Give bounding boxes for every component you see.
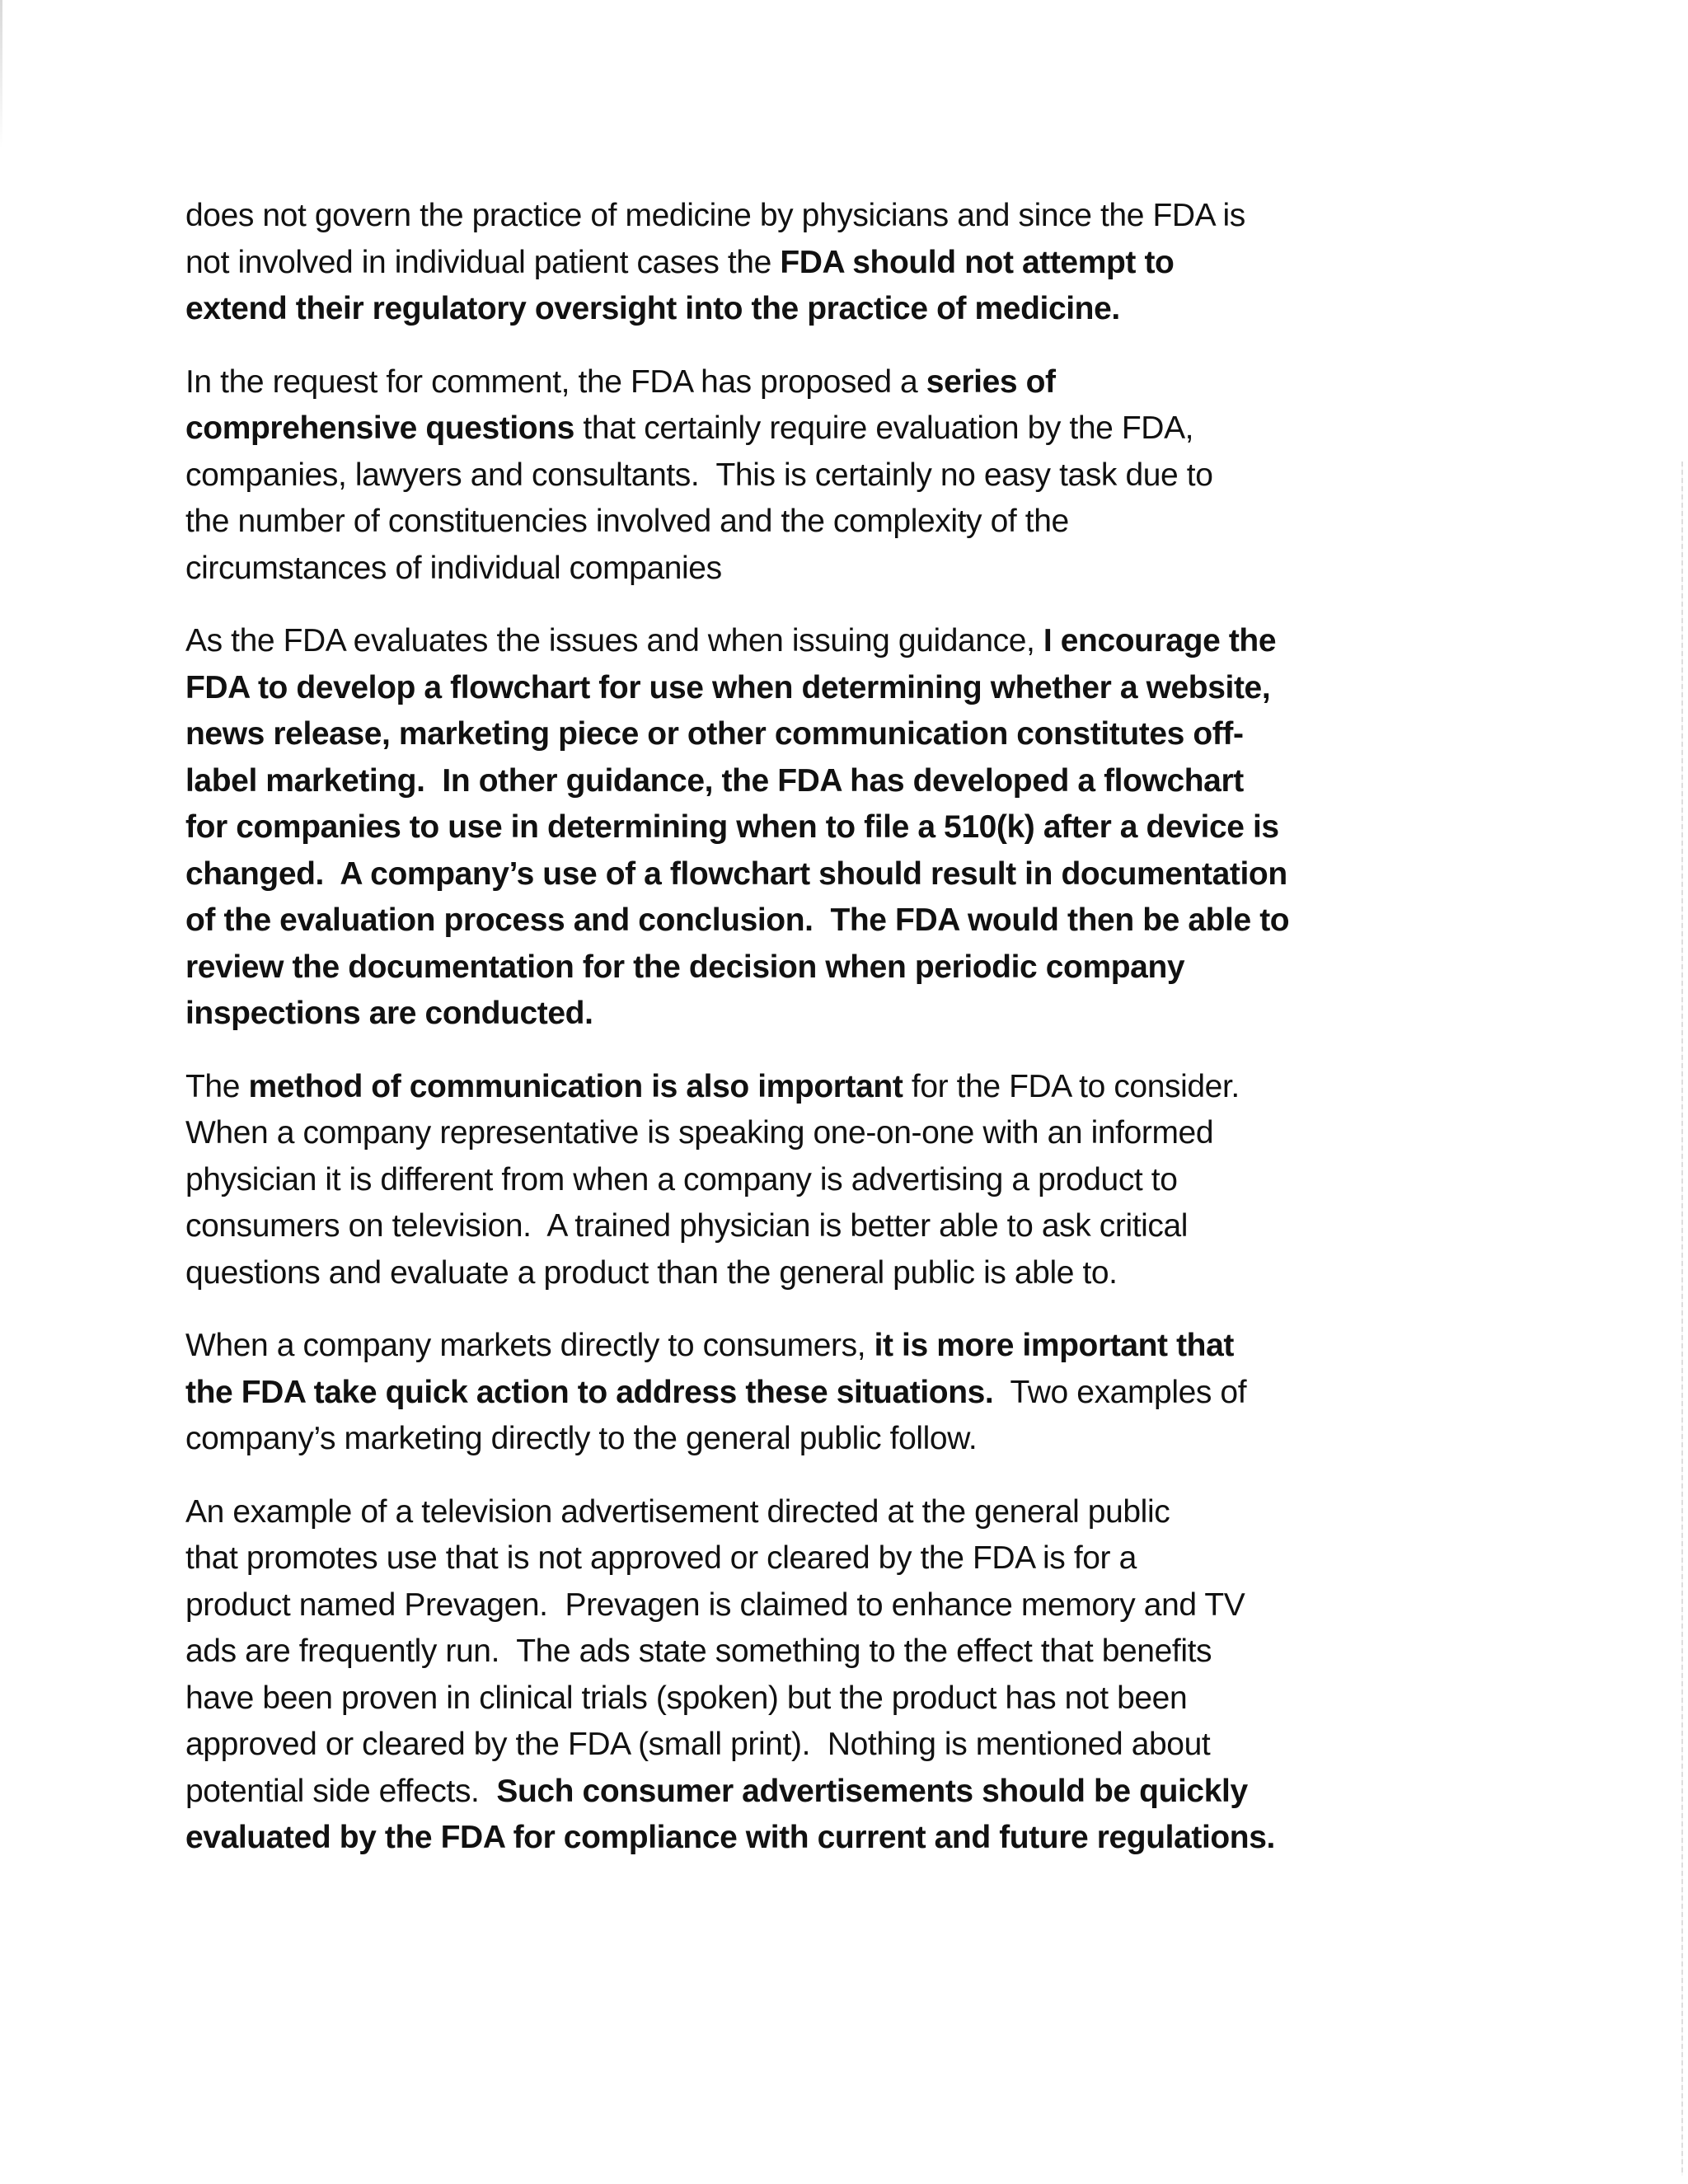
bold-text-run: evaluated by the FDA for compliance with current and future regulations. [185, 1820, 1275, 1855]
bold-text-run: extend their regulatory oversight into the practice of medicine. [185, 291, 1120, 326]
text-line [185, 1722, 1397, 1769]
text-run: approved or cleared by the FDA (small print). Nothing is mentioned about [185, 1727, 1211, 1762]
bold-text-run: I encourage the [1043, 623, 1277, 658]
text-line [185, 1416, 1397, 1463]
text-line [185, 1064, 1397, 1111]
text-line [185, 804, 1397, 851]
text-line [185, 1582, 1397, 1629]
paragraph [185, 1323, 1397, 1463]
text-line [185, 1250, 1397, 1297]
text-line [185, 1535, 1397, 1582]
text-line [185, 240, 1397, 287]
bold-text-run: comprehensive questions [185, 410, 574, 446]
text-run: have been proven in clinical trials (spoken) but the product has not been [185, 1680, 1188, 1716]
text-line [185, 1157, 1397, 1204]
text-run: that certainly require evaluation by the FDA, [574, 410, 1194, 446]
bold-text-run: FDA should not attempt to [780, 244, 1175, 280]
text-run: for the FDA to consider. [903, 1068, 1240, 1104]
text-run: When a company markets directly to consumers, [185, 1328, 874, 1363]
paragraph [185, 618, 1397, 1038]
text-line [185, 286, 1397, 333]
text-line [185, 546, 1397, 593]
text-run: circumstances of individual companies [185, 550, 722, 586]
text-run: does not govern the practice of medicine by physicians and since the FDA is [185, 198, 1245, 233]
bold-text-run: FDA to develop a flowchart for use when determining whether a website, [185, 669, 1271, 705]
text-line [185, 1489, 1397, 1536]
text-run: company’s marketing directly to the general public follow. [185, 1421, 978, 1456]
text-line [185, 359, 1397, 406]
bold-text-run: the FDA take quick action to address these situations. [185, 1374, 994, 1410]
paragraph [185, 1064, 1397, 1297]
bold-text-run: of the evaluation process and conclusion. The FDA would then be able to [185, 902, 1290, 938]
bold-text-run: changed. A company’s use of a flowchart should result in documentation [185, 855, 1287, 892]
text-line [185, 405, 1397, 452]
text-line [185, 1323, 1397, 1370]
text-run: As the FDA evaluates the issues and when issuing guidance, [185, 623, 1043, 658]
bold-text-run: for companies to use in determining when to file a 510(k) after a device is [185, 809, 1279, 845]
bold-text-run: Such consumer advertisements should be quickly [496, 1773, 1248, 1809]
paragraph [185, 193, 1397, 333]
text-run: The [185, 1068, 249, 1104]
text-run: product named Prevagen. Prevagen is claimed to enhance memory and TV [185, 1586, 1245, 1623]
bold-text-run: inspections are conducted. [185, 996, 593, 1031]
bold-text-run: series of [926, 363, 1056, 400]
bold-text-run: review the documentation for the decision when periodic company [185, 949, 1185, 985]
text-line [185, 499, 1397, 546]
paragraph [185, 1489, 1397, 1862]
text-run: not involved in individual patient cases the [185, 244, 781, 280]
text-line [185, 898, 1397, 944]
text-run: potential side effects. [185, 1773, 497, 1809]
scan-edge-left [0, 0, 2, 148]
text-run: physician it is different from when a company is advertising a product to [185, 1161, 1178, 1197]
text-run: Two examples of [993, 1374, 1247, 1410]
text-line [185, 711, 1397, 758]
text-run: questions and evaluate a product than the general public is able to. [185, 1254, 1118, 1291]
text-run: that promotes use that is not approved or cleared by the FDA is for a [185, 1540, 1137, 1576]
text-run: consumers on television. A trained physician is better able to ask critical [185, 1208, 1189, 1244]
text-line [185, 1629, 1397, 1675]
text-line [185, 851, 1397, 898]
text-line [185, 1675, 1397, 1722]
text-line [185, 758, 1397, 805]
text-line [185, 665, 1397, 712]
text-line [185, 1110, 1397, 1157]
bold-text-run: it is more important that [874, 1328, 1234, 1363]
bold-text-run: news release, marketing piece or other communication constitutes off- [185, 716, 1244, 752]
text-line [185, 944, 1397, 991]
text-run: An example of a television advertisement directed at the general public [185, 1493, 1170, 1530]
text-line [185, 991, 1397, 1038]
text-line [185, 618, 1397, 665]
text-line [185, 1203, 1397, 1250]
text-line [185, 452, 1397, 499]
text-run: When a company representative is speaking one-on-one with an informed [185, 1115, 1214, 1151]
text-line [185, 1815, 1397, 1862]
text-line [185, 193, 1397, 240]
text-run: ads are frequently run. The ads state something to the effect that benefits [185, 1633, 1212, 1669]
text-line [185, 1769, 1397, 1816]
text-line [185, 1370, 1397, 1417]
text-run: companies, lawyers and consultants. This is certainly no easy task due to [185, 457, 1213, 493]
text-run: the number of constituencies involved and the complexity of the [185, 504, 1069, 539]
document-body [185, 193, 1397, 1888]
bold-text-run: label marketing. In other guidance, the FDA has developed a flowchart [185, 762, 1244, 799]
paragraph [185, 359, 1397, 593]
scan-edge-right [1681, 462, 1683, 2176]
bold-text-run: method of communication is also important [248, 1068, 903, 1104]
text-run: In the request for comment, the FDA has proposed a [185, 363, 926, 400]
